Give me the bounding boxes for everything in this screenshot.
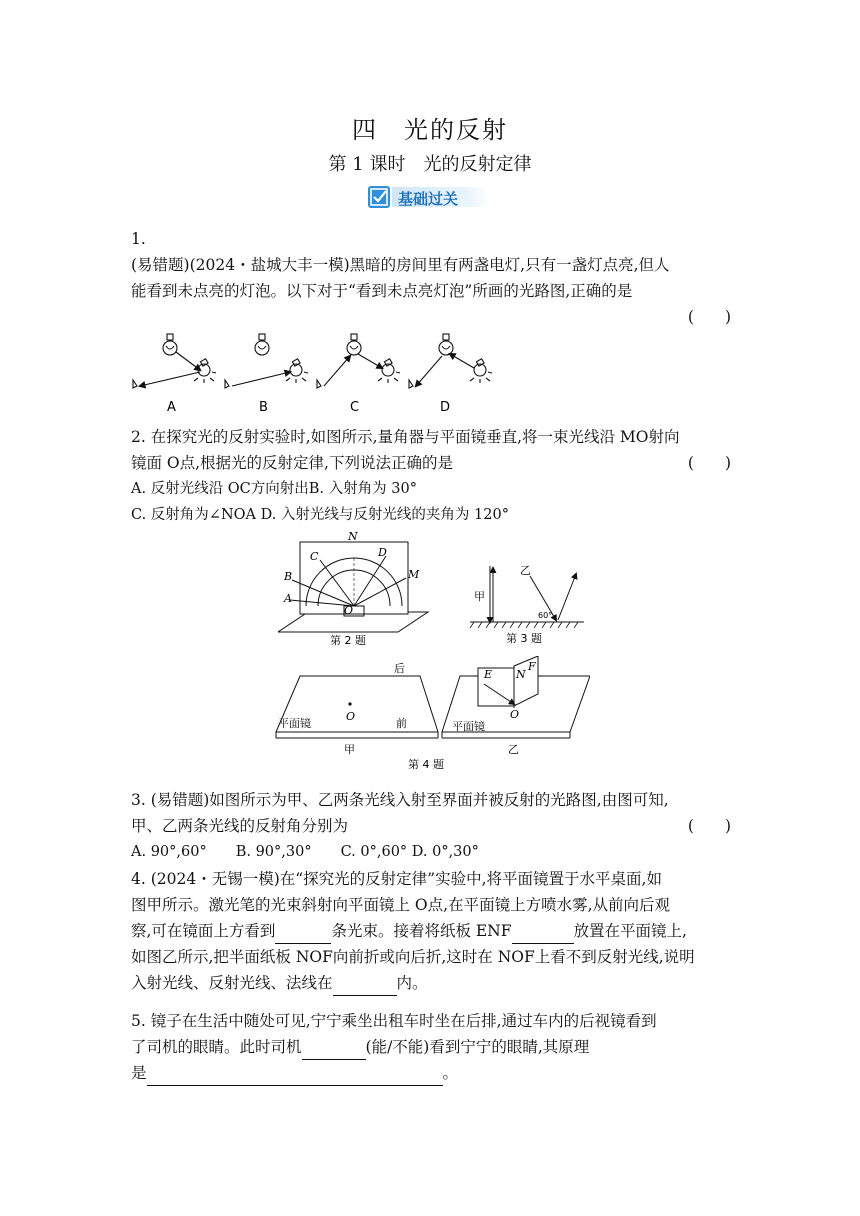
- q5-line-2b: (能/不能)看到宁宁的眼睛,其原理: [365, 1038, 590, 1056]
- badge-label: 基础过关: [398, 190, 459, 208]
- q4-line-4: 如图乙所示,把半面纸板 NOF向前折或向后折,这时在 NOF上看不到反射光线,说明: [131, 948, 695, 966]
- q1-number: 1.: [131, 230, 146, 248]
- fig4-caption: 第 4 题: [408, 758, 444, 771]
- q4-blank-1[interactable]: [275, 925, 331, 944]
- question-2: [131, 424, 731, 528]
- fig4-label-yi: 乙: [508, 743, 519, 756]
- bulb-icon-group: [133, 334, 492, 388]
- fig4-label-hou: 后: [394, 662, 405, 675]
- q1-answer-paren: ( ): [687, 308, 731, 326]
- fig3-rays-diagram: [468, 560, 588, 648]
- q5-blank-1[interactable]: [302, 1041, 366, 1060]
- q4-line-3b: 条光束。接着将纸板 ENF: [331, 922, 512, 940]
- fig3-label-jia: 甲: [474, 590, 485, 603]
- q1-label-a: A: [167, 400, 176, 415]
- fig4-label-jia: 甲: [344, 743, 355, 756]
- q2-text-2: 镜面 O点,根据光的反射定律,下列说法正确的是: [131, 454, 453, 472]
- fig4-mirror-right: 平面镜: [452, 720, 485, 733]
- fig2-label-a: A: [284, 592, 292, 605]
- question-3: [131, 787, 731, 865]
- q5-line-3b: 。: [442, 1064, 459, 1082]
- fig2-label-m: M: [408, 568, 420, 581]
- q4-line-5a: 入射光线、反射光线、法线在: [131, 974, 333, 992]
- question-4: [131, 866, 731, 996]
- q5-line-1: 5. 镜子在生活中随处可见,宁宁乘坐出租车时坐在后排,通过车内的后视镜看到: [131, 1012, 657, 1030]
- q4-line-2: 图甲所示。激光笔的光束斜射向平面镜上 O点,在平面镜上方喷水雾,从前向后观: [131, 896, 670, 914]
- q4-line-3c: 放置在平面镜上,: [573, 922, 687, 940]
- section-badge: [368, 184, 492, 210]
- fig2-label-d: D: [378, 546, 387, 559]
- fig4-label-o-left: O: [346, 710, 356, 723]
- question-1: [131, 226, 731, 330]
- fig2-label-b: B: [284, 570, 293, 583]
- q4-line-5b: 内。: [396, 974, 428, 992]
- question-5: [131, 1008, 731, 1086]
- q2-option-a: A. 反射光线沿 OC方向射出: [131, 481, 309, 497]
- q1-figure: [128, 330, 498, 420]
- q1-label-c: C: [350, 400, 360, 415]
- q4-blank-3[interactable]: [333, 977, 397, 996]
- q3-text-2: 甲、乙两条光线的反射角分别为: [131, 817, 349, 835]
- q4-blank-2[interactable]: [512, 925, 574, 944]
- fig2-label-n: N: [348, 532, 358, 543]
- q1-label-d: D: [440, 400, 451, 415]
- fig4-label-f: F: [528, 660, 536, 673]
- fig2-protractor-diagram: [278, 532, 448, 647]
- fig4-mirror-diagram: [270, 656, 590, 772]
- fig2-label-o: O: [344, 604, 354, 617]
- q4-line-3a: 察,可在镜面上方看到: [131, 922, 276, 940]
- fig2-caption: 第 2 题: [330, 634, 366, 647]
- q3-answer-paren: ( ): [687, 817, 731, 835]
- fig2-label-c: C: [310, 550, 319, 563]
- q1-text-2: 能看到未点亮的灯泡。以下对于“看到未点亮灯泡”所画的光路图,正确的是: [131, 282, 633, 300]
- q2-option-b: B. 入射角为 30°: [308, 481, 417, 497]
- lesson-subtitle: 第 1 课时 光的反射定律: [328, 154, 532, 175]
- q4-line-1: 4. (2024・无锡一模)在“探究光的反射定律”实验中,将平面镜置于水平桌面,如: [131, 870, 662, 888]
- fig4-label-o-right: O: [510, 708, 520, 721]
- fig3-label-yi: 乙: [520, 564, 531, 577]
- fig4-label-qian: 前: [396, 717, 407, 730]
- q3-text-1: 3. (易错题)如图所示为甲、乙两条光线入射至界面并被反射的光路图,由图可知,: [131, 791, 669, 809]
- q5-line-2a: 了司机的眼睛。此时司机: [131, 1038, 302, 1056]
- q2-option-c: C. 反射角为∠NOA: [131, 507, 256, 523]
- q5-line-3a: 是: [131, 1064, 147, 1082]
- checkbox-icon: [368, 186, 390, 208]
- q2-option-d: D. 入射光线与反射光线的夹角为 120°: [260, 507, 509, 523]
- fig3-angle: 60°: [538, 611, 553, 620]
- q2-answer-paren: ( ): [687, 454, 731, 472]
- fig4-label-n: N: [516, 668, 526, 681]
- q1-text-1: (易错题)(2024・盐城大丰一模)黑暗的房间里有两盏电灯,只有一盏灯点亮,但人: [131, 256, 670, 274]
- q1-label-b: B: [259, 400, 268, 415]
- q5-blank-2[interactable]: [147, 1067, 443, 1086]
- q3-options: A. 90°,60° B. 90°,30° C. 0°,60° D. 0°,30°: [131, 844, 479, 860]
- fig4-mirror-left: 平面镜: [278, 717, 311, 730]
- q2-text-1: 2. 在探究光的反射实验时,如图所示,量角器与平面镜垂直,将一束光线沿 MO射向: [131, 428, 680, 446]
- fig4-label-e: E: [484, 668, 493, 681]
- fig3-caption: 第 3 题: [506, 632, 542, 645]
- page-title: 四 光的反射: [352, 116, 508, 144]
